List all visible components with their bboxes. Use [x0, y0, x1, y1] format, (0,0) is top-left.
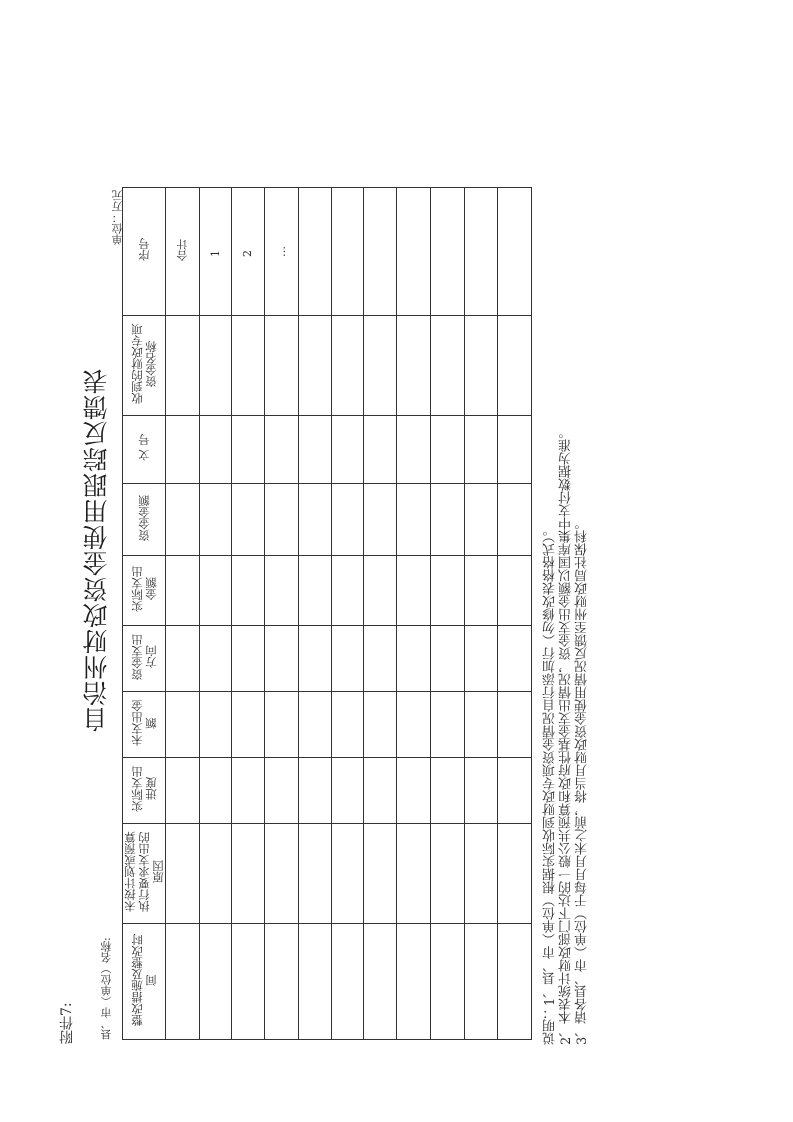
table-cell[interactable]: [332, 484, 364, 556]
table-cell[interactable]: [397, 692, 431, 758]
table-cell[interactable]: [498, 188, 532, 316]
table-cell[interactable]: [465, 556, 498, 626]
table-cell[interactable]: [332, 692, 364, 758]
table-cell[interactable]: [465, 924, 498, 1040]
table-cell[interactable]: [465, 316, 498, 416]
table-cell[interactable]: [200, 626, 232, 692]
table-cell[interactable]: [200, 692, 232, 758]
table-cell[interactable]: [200, 316, 232, 416]
table-cell[interactable]: [431, 824, 465, 924]
table-cell[interactable]: [332, 416, 364, 484]
table-cell[interactable]: [299, 924, 332, 1040]
table-cell[interactable]: [498, 824, 532, 924]
table-cell[interactable]: [232, 188, 265, 316]
table-cell[interactable]: [364, 316, 397, 416]
table-cell[interactable]: [200, 758, 232, 824]
field-row-actual-amount: [123, 556, 532, 626]
field-row-unspent: [123, 692, 532, 758]
table-cell[interactable]: [299, 484, 332, 556]
note-line-3: 3、请各县、市（单位）于每月月末之前，将当月财政资金使用情况反馈至州财政局社保科。: [575, 516, 590, 1045]
feedback-table: [122, 187, 532, 1040]
column-header-label: 资金支出方向: [130, 633, 158, 680]
table-cell[interactable]: [397, 484, 431, 556]
table-cell[interactable]: [166, 556, 200, 626]
row-sequence-label: 2: [241, 250, 254, 257]
table-cell[interactable]: [465, 692, 498, 758]
column-header: [123, 484, 166, 556]
note-line-2: 2、本表统计财政部门下达的一般公共预算和政府性基金支出情况，资金支出金额以国库集中支付数据为准。: [559, 425, 574, 1045]
table-cell[interactable]: [498, 626, 532, 692]
column-header: [123, 758, 166, 824]
table-cell[interactable]: [332, 824, 364, 924]
table-cell[interactable]: [498, 416, 532, 484]
table-cell[interactable]: [431, 416, 465, 484]
column-header: [123, 416, 166, 484]
table-cell[interactable]: [265, 316, 299, 416]
table-cell[interactable]: [232, 416, 265, 484]
table-cell[interactable]: [397, 924, 431, 1040]
field-row-fund-name: [123, 316, 532, 416]
table-cell[interactable]: [166, 758, 200, 824]
field-row-progress: [123, 758, 532, 824]
table-cell[interactable]: [397, 416, 431, 484]
row-sequence-label: 1: [208, 250, 222, 257]
table-cell[interactable]: [166, 692, 200, 758]
table-cell[interactable]: [265, 626, 299, 692]
table-cell[interactable]: [166, 416, 200, 484]
column-header-label: 实际支出金额: [130, 565, 158, 612]
table-cell[interactable]: [166, 626, 200, 692]
table-cell[interactable]: [200, 484, 232, 556]
table-cell[interactable]: [232, 484, 265, 556]
table-cell[interactable]: [166, 484, 200, 556]
table-cell[interactable]: [431, 556, 465, 626]
table-cell[interactable]: [332, 924, 364, 1040]
field-row-direction: [123, 626, 532, 692]
table-cell[interactable]: [498, 924, 532, 1040]
table-cell[interactable]: [465, 626, 498, 692]
table-cell[interactable]: [166, 188, 200, 316]
table-cell[interactable]: [232, 556, 265, 626]
table-cell[interactable]: [465, 416, 498, 484]
table-cell[interactable]: [200, 556, 232, 626]
table-cell[interactable]: [299, 556, 332, 626]
column-header-label: 未按计划或预算执行要求支出的原因: [123, 831, 165, 912]
column-header-label: 收到的财政专项资金名称: [130, 323, 158, 404]
column-header-label: 序号: [137, 238, 151, 261]
table-cell[interactable]: [465, 484, 498, 556]
table-cell[interactable]: [498, 484, 532, 556]
table-cell[interactable]: [265, 692, 299, 758]
table-cell[interactable]: [431, 758, 465, 824]
column-header-label: 未支出金额: [130, 699, 158, 746]
table-cell[interactable]: [498, 556, 532, 626]
table-cell[interactable]: [200, 416, 232, 484]
column-header-label: 整改措施及整改时间: [130, 933, 158, 1026]
table-cell[interactable]: [364, 188, 397, 316]
table-cell[interactable]: [332, 626, 364, 692]
field-row-measures: [123, 924, 532, 1040]
table-cell[interactable]: [265, 416, 299, 484]
table-cell[interactable]: [232, 824, 265, 924]
table-cell[interactable]: [431, 188, 465, 316]
table-cell[interactable]: [431, 316, 465, 416]
table-cell[interactable]: [397, 824, 431, 924]
field-row-reason: [123, 824, 532, 924]
table-cell[interactable]: [166, 824, 200, 924]
table-cell[interactable]: [299, 692, 332, 758]
table-cell[interactable]: [166, 924, 200, 1040]
table-cell[interactable]: [397, 758, 431, 824]
table-cell[interactable]: [265, 824, 299, 924]
table-cell[interactable]: [265, 484, 299, 556]
table-cell[interactable]: [232, 758, 265, 824]
table-cell[interactable]: [364, 924, 397, 1040]
table-cell[interactable]: [299, 824, 332, 924]
table-cell[interactable]: [364, 824, 397, 924]
table-cell[interactable]: [232, 626, 265, 692]
field-row-doc-no: [123, 416, 532, 484]
table-cell[interactable]: [431, 924, 465, 1040]
table-cell[interactable]: [364, 758, 397, 824]
table-cell[interactable]: [364, 556, 397, 626]
column-header-label: 实际支出进度: [130, 765, 158, 812]
row-sequence-label: 合计: [175, 238, 189, 261]
page-title: 自治州财政资金使用跟踪反馈表: [82, 368, 111, 732]
table-cell[interactable]: [299, 316, 332, 416]
table-cell[interactable]: [166, 316, 200, 416]
table-cell[interactable]: [364, 484, 397, 556]
table-cell[interactable]: [265, 188, 299, 316]
table-cell[interactable]: [498, 758, 532, 824]
column-header: [123, 626, 166, 692]
table-cell[interactable]: [232, 924, 265, 1040]
field-row-seq: [123, 188, 532, 316]
table-cell[interactable]: [397, 316, 431, 416]
column-header: [123, 924, 166, 1040]
table-cell[interactable]: [299, 626, 332, 692]
unit-label: 单位：万元: [111, 190, 124, 245]
column-header: [123, 692, 166, 758]
table-cell[interactable]: [498, 316, 532, 416]
table-cell[interactable]: [265, 924, 299, 1040]
table-cell[interactable]: [397, 626, 431, 692]
table-cell[interactable]: [200, 824, 232, 924]
table-cell[interactable]: [498, 692, 532, 758]
table-cell[interactable]: [364, 692, 397, 758]
table-cell[interactable]: [332, 316, 364, 416]
table-cell[interactable]: [265, 758, 299, 824]
column-header: [123, 188, 166, 316]
table-cell[interactable]: [299, 758, 332, 824]
column-header-label: 资金金额: [137, 494, 151, 541]
column-header-label: 文 号: [137, 434, 151, 461]
table-cell[interactable]: [200, 924, 232, 1040]
table-cell[interactable]: [265, 556, 299, 626]
table-cell[interactable]: [465, 824, 498, 924]
table-cell[interactable]: [332, 758, 364, 824]
table-cell[interactable]: [364, 626, 397, 692]
table-cell[interactable]: [200, 188, 232, 316]
table-cell[interactable]: [232, 692, 265, 758]
column-header: [123, 824, 166, 924]
table-cell[interactable]: [465, 188, 498, 316]
field-row-fund-amount: [123, 484, 532, 556]
region-name-label: 县、市（单位）名称:: [100, 937, 113, 1040]
column-header: [123, 316, 166, 416]
row-sequence-label: …: [274, 246, 288, 257]
note-line-1: 说明：1、县、市（单位）根据实际收到财政专项资金情况自行添加行（勿修改表格格式）。: [543, 523, 558, 1045]
table-cell[interactable]: [397, 188, 431, 316]
table-cell[interactable]: [397, 556, 431, 626]
table-cell[interactable]: [299, 188, 332, 316]
table-cell[interactable]: [332, 188, 364, 316]
attachment-label: 附件7:: [59, 1002, 75, 1044]
table-cell[interactable]: [465, 758, 498, 824]
table-cell[interactable]: [332, 556, 364, 626]
table-cell[interactable]: [299, 416, 332, 484]
table-cell[interactable]: [431, 484, 465, 556]
table-cell[interactable]: [431, 692, 465, 758]
table-cell[interactable]: [364, 416, 397, 484]
notes-section: [543, 300, 603, 1045]
table-cell[interactable]: [232, 316, 265, 416]
table-cell[interactable]: [431, 626, 465, 692]
column-header: [123, 556, 166, 626]
